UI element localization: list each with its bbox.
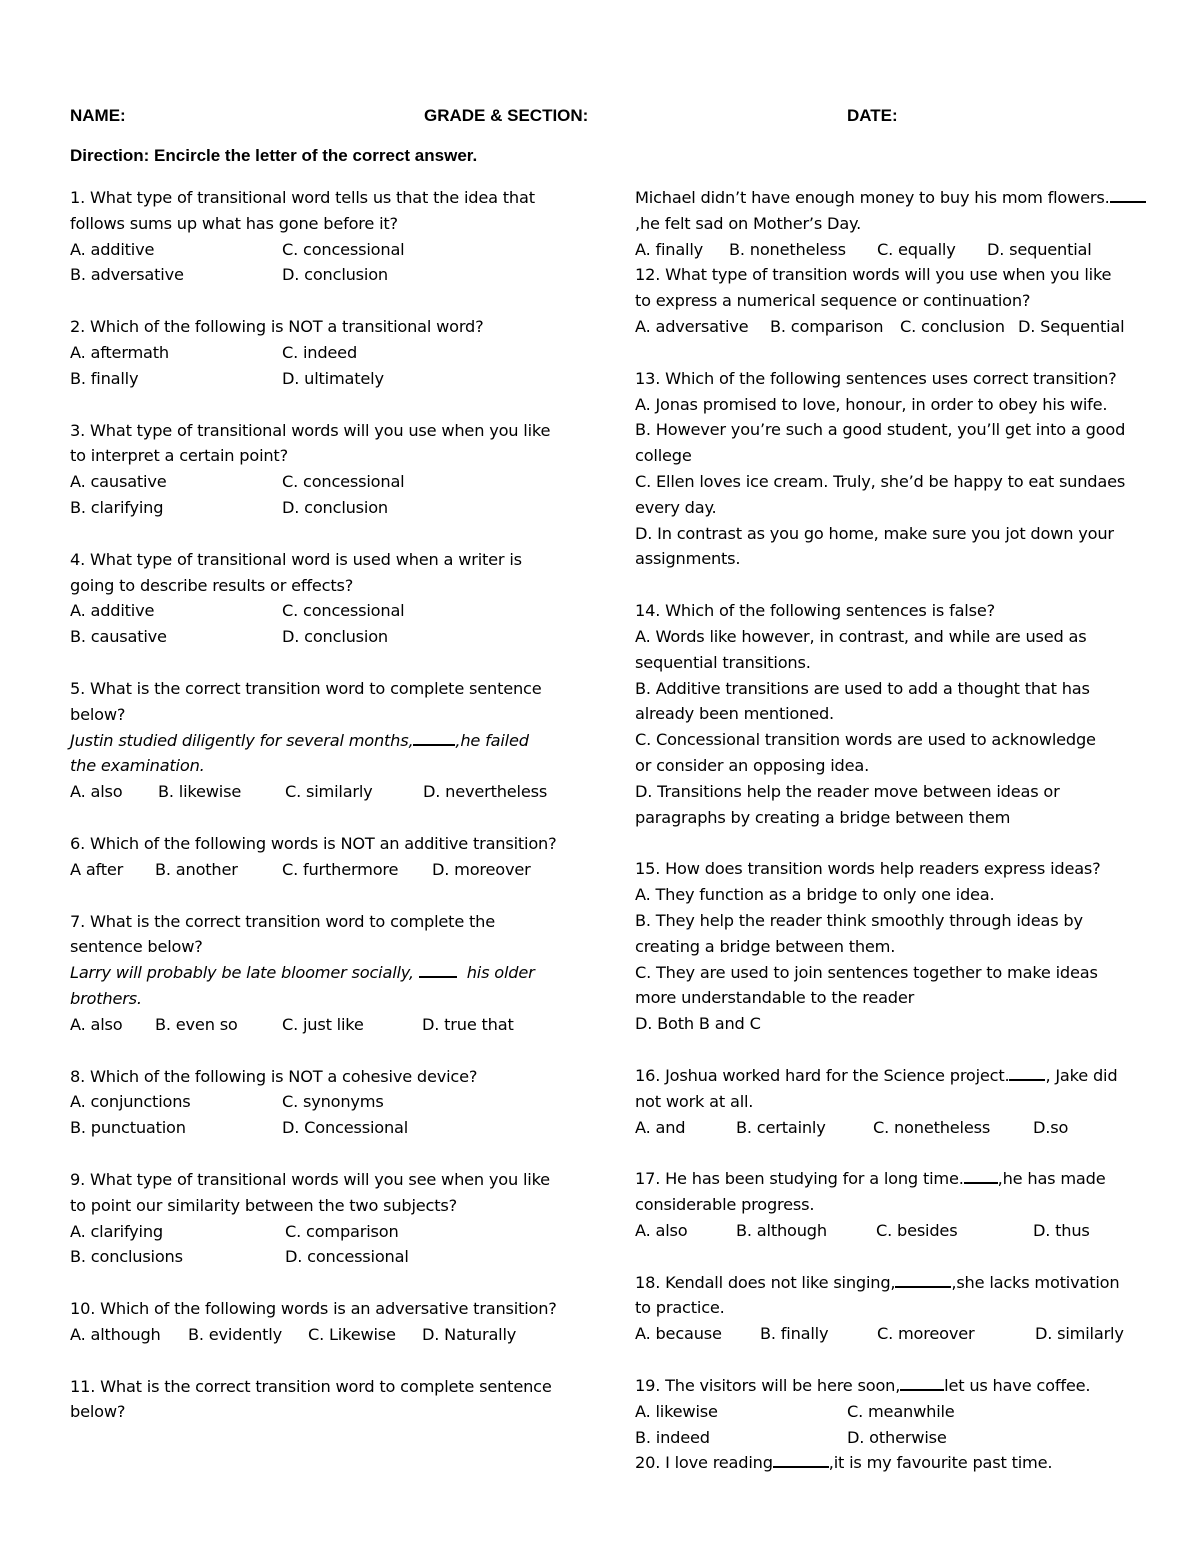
direction-text: Direction: Encircle the letter of the correct answer. xyxy=(70,146,478,165)
option-b[interactable]: B. Additive transitions are used to add a thought that has xyxy=(635,678,1090,698)
question-text: 13. Which of the following sentences uses correct transition? xyxy=(635,368,1117,388)
name-label: NAME: xyxy=(70,106,126,125)
option-a[interactable]: A. additive xyxy=(70,601,155,621)
option-c-continued[interactable]: or consider an opposing idea. xyxy=(635,755,870,775)
answer-blank[interactable] xyxy=(900,1375,944,1391)
question-text: below? xyxy=(70,704,126,724)
option-a[interactable]: A. finally xyxy=(635,239,704,259)
question-8 xyxy=(70,1064,570,1141)
question-20 xyxy=(635,1450,1145,1476)
options xyxy=(70,237,570,289)
sentence-part: 17. He has been studying for a long time. xyxy=(635,1169,964,1189)
options xyxy=(70,1089,570,1141)
option-b[interactable]: B. adversative xyxy=(70,265,184,285)
option-c[interactable]: C. conclusion xyxy=(900,316,1005,336)
question-text: 9. What type of transitional words will you see when you like xyxy=(70,1169,550,1189)
question-text: sentence below? xyxy=(70,937,203,957)
question-11-continued xyxy=(635,185,1145,262)
option-b[interactable]: B. likewise xyxy=(158,782,242,802)
option-d[interactable]: D. Transitions help the reader move between ideas or xyxy=(635,781,1060,801)
question-4 xyxy=(70,547,570,650)
question-sentence xyxy=(635,1373,1145,1399)
option-b[interactable]: B. conclusions xyxy=(70,1247,183,1267)
option-b[interactable]: B. certainly xyxy=(736,1117,826,1137)
option-c[interactable]: C. furthermore xyxy=(282,859,399,879)
question-text: 7. What is the correct transition word to complete the xyxy=(70,911,495,931)
answer-blank[interactable] xyxy=(413,730,455,746)
options xyxy=(635,1115,1145,1141)
option-d[interactable]: D. moreover xyxy=(432,859,531,879)
option-b-continued[interactable]: creating a bridge between them. xyxy=(635,936,896,956)
options xyxy=(70,779,570,805)
options xyxy=(70,340,570,392)
answer-blank[interactable] xyxy=(1009,1065,1045,1081)
option-d[interactable]: D. otherwise xyxy=(847,1427,947,1447)
sentence-part: , Jake did xyxy=(1045,1065,1118,1085)
question-sentence xyxy=(635,1450,1145,1476)
options xyxy=(635,237,1145,263)
question-sentence: the examination. xyxy=(70,756,205,776)
sentence-part: his older xyxy=(466,963,535,983)
question-text: 8. Which of the following is NOT a cohesive device? xyxy=(70,1066,478,1086)
sentence-part: 20. I love reading xyxy=(635,1453,773,1473)
option-b[interactable]: B. finally xyxy=(70,368,139,388)
options xyxy=(635,314,1145,340)
question-6 xyxy=(70,831,570,883)
question-19 xyxy=(635,1373,1145,1450)
options xyxy=(70,1219,570,1271)
option-d[interactable]: D.so xyxy=(1033,1117,1069,1137)
question-text: 5. What is the correct transition word to complete sentence xyxy=(70,678,542,698)
option-a[interactable]: A. also xyxy=(70,782,123,802)
question-1 xyxy=(70,185,570,288)
options xyxy=(70,1012,570,1038)
option-a[interactable]: A. Jonas promised to love, honour, in order to obey his wife. xyxy=(635,394,1108,414)
question-12 xyxy=(635,262,1145,339)
sentence-part: ,he has made xyxy=(997,1169,1106,1189)
option-c[interactable]: C. indeed xyxy=(282,342,358,362)
question-text: going to describe results or effects? xyxy=(70,575,354,595)
option-b[interactable]: B. evidently xyxy=(188,1324,282,1344)
question-text: 4. What type of transitional word is used when a writer is xyxy=(70,549,522,569)
options xyxy=(70,598,570,650)
option-a[interactable]: A. although xyxy=(70,1324,161,1344)
date-label: DATE: xyxy=(847,106,898,125)
question-text: 11. What is the correct transition word to complete sentence xyxy=(70,1376,552,1396)
options xyxy=(70,469,570,521)
question-text: 1. What type of transitional word tells us that the idea that xyxy=(70,188,535,207)
option-b[interactable]: B. However you’re such a good student, you’ll get into a good xyxy=(635,420,1126,440)
question-13 xyxy=(635,366,1145,572)
question-17 xyxy=(635,1166,1145,1243)
option-c[interactable]: C. concessional xyxy=(282,601,405,621)
question-text: 6. Which of the following words is NOT an additive transition? xyxy=(70,833,557,853)
option-b[interactable]: B. although xyxy=(736,1220,827,1240)
sentence-part: ,she lacks motivation xyxy=(951,1272,1120,1292)
option-b-continued[interactable]: already been mentioned. xyxy=(635,704,834,724)
option-c[interactable]: C. just like xyxy=(282,1014,364,1034)
option-b[interactable]: B. They help the reader think smoothly through ideas by xyxy=(635,910,1083,930)
sentence-part: 19. The visitors will be here soon, xyxy=(635,1376,901,1396)
question-text: to point our similarity between the two subjects? xyxy=(70,1195,458,1215)
option-c[interactable]: C. Likewise xyxy=(308,1324,396,1344)
option-b[interactable]: B. even so xyxy=(155,1014,238,1034)
question-18 xyxy=(635,1270,1145,1347)
question-text: 14. Which of the following sentences is false? xyxy=(635,601,995,621)
question-text: 3. What type of transitional words will you use when you like xyxy=(70,420,551,440)
option-c[interactable]: C. They are used to join sentences together to make ideas xyxy=(635,962,1098,982)
options xyxy=(635,1321,1145,1347)
option-d[interactable]: D. In contrast as you go home, make sure you jot down your xyxy=(635,523,1114,543)
option-a[interactable]: A. causative xyxy=(70,472,167,492)
option-c-continued[interactable]: more understandable to the reader xyxy=(635,988,915,1008)
question-text: follows sums up what has gone before it? xyxy=(70,213,398,233)
option-c[interactable]: C. concessional xyxy=(282,239,405,259)
question-10 xyxy=(70,1296,570,1348)
question-text: 10. Which of the following words is an adversative transition? xyxy=(70,1299,557,1319)
option-d[interactable]: D. similarly xyxy=(1035,1324,1124,1344)
option-c-continued[interactable]: every day. xyxy=(635,497,717,517)
option-b[interactable]: B. comparison xyxy=(770,316,884,336)
sentence-part: Larry will probably be late bloomer socially, xyxy=(70,963,414,983)
option-a[interactable]: A. additive xyxy=(70,239,155,259)
answer-blank[interactable] xyxy=(419,962,457,978)
option-d[interactable]: D. concessional xyxy=(285,1247,409,1267)
question-sentence xyxy=(70,728,570,754)
option-c[interactable]: C. concessional xyxy=(282,472,405,492)
answer-blank[interactable] xyxy=(964,1168,998,1184)
right-column xyxy=(635,185,1145,1476)
option-d[interactable]: D. Concessional xyxy=(282,1118,409,1138)
option-a[interactable]: A. Words like however, in contrast, and while are used as xyxy=(635,626,1087,646)
option-a[interactable]: A. also xyxy=(635,1220,688,1240)
question-7 xyxy=(70,909,570,1038)
sentence-part: Michael didn’t have enough money to buy his mom flowers. xyxy=(635,188,1110,207)
option-c[interactable]: C. nonetheless xyxy=(873,1117,991,1137)
sentence-part: 16. Joshua worked hard for the Science project. xyxy=(635,1065,1010,1085)
option-b[interactable]: B. clarifying xyxy=(70,497,164,517)
option-d[interactable]: D. Both B and C xyxy=(635,1014,761,1034)
option-c[interactable]: C. Ellen loves ice cream. Truly, she’d be happy to eat sundaes xyxy=(635,471,1126,491)
question-11 xyxy=(70,1374,570,1426)
question-16 xyxy=(635,1063,1145,1140)
option-d[interactable]: D. thus xyxy=(1033,1220,1090,1240)
question-text: to express a numerical sequence or continuation? xyxy=(635,291,1031,311)
option-a[interactable]: A. aftermath xyxy=(70,342,169,362)
option-b[interactable]: B. finally xyxy=(760,1324,829,1344)
question-text: 2. Which of the following is NOT a transitional word? xyxy=(70,317,484,337)
option-c[interactable]: C. meanwhile xyxy=(847,1401,955,1421)
option-a-continued[interactable]: sequential transitions. xyxy=(635,652,811,672)
option-b-continued[interactable]: college xyxy=(635,446,692,466)
sentence-part: let us have coffee. xyxy=(944,1376,1091,1396)
option-a[interactable]: A. clarifying xyxy=(70,1221,163,1241)
answer-blank[interactable] xyxy=(895,1272,951,1288)
answer-blank[interactable] xyxy=(1110,187,1146,203)
question-sentence xyxy=(635,1063,1145,1089)
left-column xyxy=(70,185,570,1425)
option-b[interactable]: B. indeed xyxy=(635,1427,710,1447)
option-d[interactable]: D. true that xyxy=(422,1014,514,1034)
question-sentence xyxy=(70,960,570,986)
option-d[interactable]: D. Naturally xyxy=(422,1324,517,1344)
option-c[interactable]: C. equally xyxy=(877,239,956,259)
question-sentence xyxy=(635,1166,1145,1192)
option-c[interactable]: C. comparison xyxy=(285,1221,399,1241)
option-d[interactable]: D. ultimately xyxy=(282,368,384,388)
question-5 xyxy=(70,676,570,805)
option-d[interactable]: D. conclusion xyxy=(282,497,388,517)
option-d[interactable]: D. sequential xyxy=(987,239,1092,259)
option-c[interactable]: C. similarly xyxy=(285,782,373,802)
option-d-continued[interactable]: paragraphs by creating a bridge between them xyxy=(635,807,1011,827)
options xyxy=(635,1399,1145,1451)
option-a[interactable]: A. adversative xyxy=(635,316,749,336)
grade-section-label: GRADE & SECTION: xyxy=(424,106,589,125)
option-a[interactable]: A. because xyxy=(635,1324,722,1344)
question-sentence: not work at all. xyxy=(635,1091,754,1111)
option-d[interactable]: D. Sequential xyxy=(1018,316,1125,336)
question-2 xyxy=(70,314,570,391)
option-c[interactable]: C. besides xyxy=(876,1220,958,1240)
question-14 xyxy=(635,598,1145,830)
question-9 xyxy=(70,1167,570,1270)
option-c[interactable]: C. synonyms xyxy=(282,1092,384,1112)
question-text: below? xyxy=(70,1402,126,1422)
options xyxy=(70,1322,570,1348)
option-b[interactable]: B. punctuation xyxy=(70,1118,186,1138)
question-3 xyxy=(70,418,570,521)
option-d[interactable]: D. conclusion xyxy=(282,265,388,285)
option-c[interactable]: C. moreover xyxy=(877,1324,975,1344)
option-a[interactable]: A. also xyxy=(70,1014,123,1034)
option-b[interactable]: B. causative xyxy=(70,627,167,647)
sentence-part: 18. Kendall does not like singing, xyxy=(635,1272,896,1292)
option-a[interactable]: A after xyxy=(70,859,124,879)
option-a[interactable]: A. likewise xyxy=(635,1401,718,1421)
question-sentence: to practice. xyxy=(635,1298,725,1318)
option-b[interactable]: B. another xyxy=(155,859,238,879)
option-c[interactable]: C. Concessional transition words are used to acknowledge xyxy=(635,730,1096,750)
options xyxy=(635,1218,1145,1244)
answer-blank[interactable] xyxy=(773,1452,829,1468)
sentence-part: Justin studied diligently for several months, xyxy=(70,730,414,750)
question-text: 15. How does transition words help readers express ideas? xyxy=(635,859,1101,879)
question-text: to interpret a certain point? xyxy=(70,446,288,466)
sentence-part: ,he failed xyxy=(455,730,529,750)
option-d[interactable]: D. conclusion xyxy=(282,627,388,647)
option-d-continued[interactable]: assignments. xyxy=(635,549,741,569)
sentence-part: ,it is my favourite past time. xyxy=(828,1453,1053,1473)
option-b[interactable]: B. nonetheless xyxy=(729,239,846,259)
options xyxy=(70,857,570,883)
question-text: 12. What type of transition words will you use when you like xyxy=(635,265,1112,285)
question-sentence xyxy=(635,185,1145,211)
question-sentence xyxy=(635,1270,1145,1296)
question-sentence: considerable progress. xyxy=(635,1195,815,1215)
option-d[interactable]: D. nevertheless xyxy=(423,782,548,802)
question-15 xyxy=(635,856,1145,1037)
option-a[interactable]: A. and xyxy=(635,1117,686,1137)
option-a[interactable]: A. conjunctions xyxy=(70,1092,191,1112)
option-a[interactable]: A. They function as a bridge to only one idea. xyxy=(635,885,995,905)
question-sentence: brothers. xyxy=(70,988,142,1008)
question-sentence: ,he felt sad on Mother’s Day. xyxy=(635,213,862,233)
